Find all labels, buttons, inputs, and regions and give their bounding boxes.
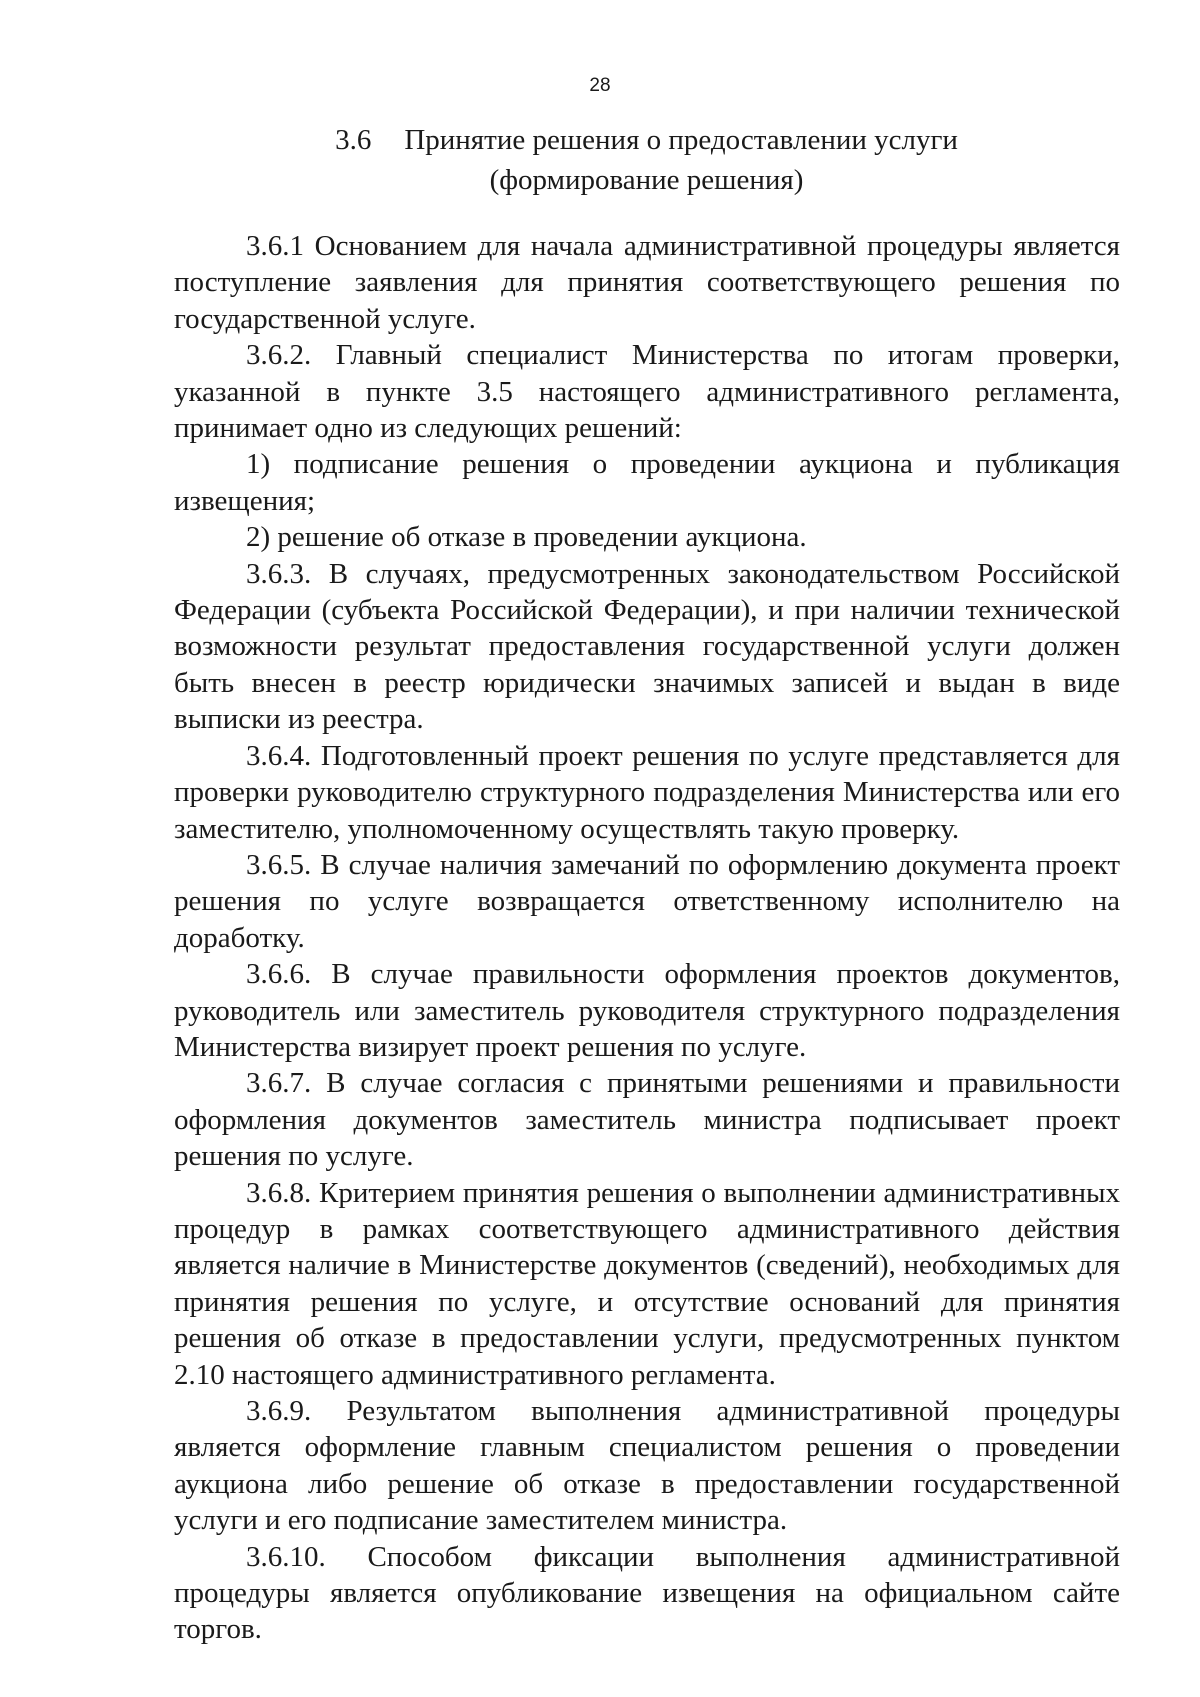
page-number: 28: [589, 75, 611, 96]
list-item-1: 1) подписание решения о проведении аукциона и публикация извещения;: [174, 448, 1120, 517]
paragraph-3-6-9: 3.6.9. Результатом выполнения административной процедуры является оформление главным специалистом решения о проведении аукциона либо решение об отказе в предоставлении государственной услуги и его подписание заместителем министра.: [174, 1395, 1120, 1537]
section-body: [174, 228, 1120, 1648]
section-number: 3.6: [335, 124, 372, 156]
paragraph-3-6-5: 3.6.5. В случае наличия замечаний по оформлению документа проект решения по услуге возвращается ответственному исполнителю на доработку.: [174, 848, 1120, 954]
paragraph-3-6-8: 3.6.8. Критерием принятия решения о выполнении административных процедур в рамках соответствующего административного действия является наличие в Министерстве документов (сведений), необходимых для принятия решения по услуге, и отсутствие оснований для принятия решения об отказе в предоставлении услуги, предусмотренных пунктом 2.10 настоящего административного регламента.: [174, 1176, 1120, 1391]
paragraph-3-6-2: 3.6.2. Главный специалист Министерства по итогам проверки, указанной в пункте 3.5 настоящего административного регламента, принимает одно из следующих решений:: [174, 339, 1120, 445]
section-title-line-1: Принятие решения о предоставлении услуги: [404, 124, 958, 156]
section-heading-line-1: [174, 120, 1119, 160]
paragraph-3-6-10: 3.6.10. Способом фиксации выполнения административной процедуры является опубликование извещения на официальном сайте торгов.: [174, 1540, 1120, 1646]
section-title-line-2: (формирование решения): [489, 164, 804, 196]
paragraph-3-6-7: 3.6.7. В случае согласия с принятыми решениями и правильности оформления документов заместитель министра подписывает проект решения по услуге.: [174, 1067, 1120, 1173]
paragraph-3-6-4: 3.6.4. Подготовленный проект решения по услуге представляется для проверки руководителю структурного подразделения Министерства или его заместителю, уполномоченному осуществлять такую проверку.: [174, 739, 1120, 845]
list-item-2: 2) решение об отказе в проведении аукциона.: [246, 521, 807, 554]
paragraph-3-6-3: 3.6.3. В случаях, предусмотренных законодательством Российской Федерации (субъекта Российской Федерации), и при наличии технической возможности результат предоставления государственной услуги должен быть внесен в реестр юридически значимых записей и выдан в виде выписки из реестра.: [174, 557, 1120, 736]
paragraph-3-6-1: 3.6.1 Основанием для начала административной процедуры является поступление заявления для принятия соответствующего решения по государственной услуге.: [174, 230, 1120, 335]
section-heading: [174, 120, 1119, 200]
paragraph-3-6-6: 3.6.6. В случае правильности оформления проектов документов, руководитель или заместитель руководителя структурного подразделения Министерства визирует проект решения по услуге.: [174, 958, 1120, 1063]
